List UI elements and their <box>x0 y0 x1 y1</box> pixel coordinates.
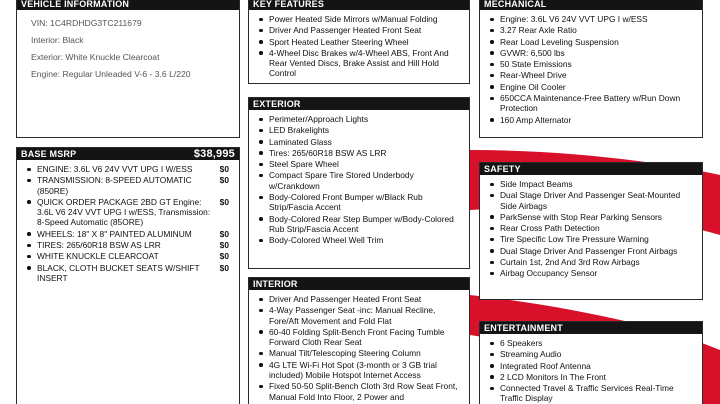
list-item: ParkSense with Stop Rear Parking Sensors <box>486 212 696 222</box>
exterior-text: Exterior: White Knuckle Clearcoat <box>31 52 160 62</box>
list-item: 50 State Emissions <box>486 59 696 69</box>
list-item: Rear Load Leveling Suspension <box>486 37 696 47</box>
list-item <box>23 240 233 250</box>
entertainment-list <box>480 334 702 404</box>
key-features-list <box>249 10 469 82</box>
list-item: Streaming Audio <box>486 349 696 359</box>
list-item <box>23 263 233 284</box>
list-item: 60-40 Folding Split-Bench Front Facing Tumble Forward Cloth Rear Seat <box>255 327 463 348</box>
list-item: 650CCA Maintenance-Free Battery w/Run Down Protection <box>486 93 696 114</box>
key-features-title: KEY FEATURES <box>253 0 325 9</box>
list-item: 6 Speakers <box>486 338 696 348</box>
safety-title: SAFETY <box>484 164 521 174</box>
list-item: 4-Wheel Disc Brakes w/4-Wheel ABS, Front And Rear Vented Discs, Brake Assist and Hill Hold Control <box>255 48 463 79</box>
list-item: Connected Travel & Traffic Services Real-Time Traffic Display <box>486 383 696 404</box>
vin-text: VIN: 1C4RDHDG3TC211679 <box>31 18 142 28</box>
base-msrp-title: BASE MSRP <box>21 149 77 159</box>
entertainment-panel <box>479 321 703 404</box>
list-item: LED Brakelights <box>255 125 463 135</box>
interior-title: INTERIOR <box>253 279 298 289</box>
msrp-item-text: WHITE KNUCKLE CLEARCOAT <box>37 251 159 262</box>
list-item: 160 Amp Alternator <box>486 115 696 125</box>
list-item <box>23 175 233 196</box>
list-item <box>23 164 233 174</box>
key-features-panel <box>248 0 470 84</box>
safety-header <box>480 163 702 175</box>
interior-list <box>249 290 469 404</box>
exterior-panel <box>248 97 470 269</box>
list-item <box>23 229 233 239</box>
list-item <box>23 197 233 228</box>
list-item: Sport Heated Leather Steering Wheel <box>255 37 463 47</box>
list-item: Rear-Wheel Drive <box>486 70 696 80</box>
mechanical-list <box>480 10 702 128</box>
msrp-item-text: ENGINE: 3.6L V6 24V VVT UPG I W/ESS <box>37 164 193 174</box>
msrp-item-text: TRANSMISSION: 8-SPEED AUTOMATIC (850RE) <box>37 175 192 196</box>
list-item: Integrated Roof Antenna <box>486 361 696 371</box>
list-item: Dual Stage Driver And Passenger Seat-Mounted Side Airbags <box>486 190 696 211</box>
list-item: 4G LTE Wi-Fi Hot Spot (3-month or 3 GB trial included) Mobile Hotspot Internet Access <box>255 360 463 381</box>
msrp-item-text: QUICK ORDER PACKAGE 2BD GT Engine: 3.6L V6 24V VVT UPG I w/ESS, Transmission: 8-Speed Automatic (85ORE) <box>37 196 211 228</box>
list-item: Compact Spare Tire Stored Underbody w/Crankdown <box>255 170 463 191</box>
msrp-list <box>17 160 239 286</box>
exterior-list <box>249 110 469 249</box>
engine-text: Engine: Regular Unleaded V-6 - 3.6 L/220 <box>31 69 191 79</box>
msrp-item-text: TIRES: 265/60R18 BSW AS LRR <box>37 240 161 251</box>
list-item: Side Impact Beams <box>486 179 696 189</box>
list-item: Body-Colored Wheel Well Trim <box>255 235 463 245</box>
list-item: Engine Oil Cooler <box>486 82 696 92</box>
safety-list <box>480 175 702 282</box>
vehicle-info-header <box>17 0 239 10</box>
list-item: 4-Way Passenger Seat -inc: Manual Recline, Fore/Aft Movement and Fold Flat <box>255 305 463 326</box>
msrp-item-text: BLACK, CLOTH BUCKET SEATS W/SHIFT INSERT <box>37 262 200 283</box>
list-item: Engine: 3.6L V6 24V VVT UPG I w/ESS <box>486 14 696 24</box>
safety-panel <box>479 162 703 300</box>
list-item: GVWR: 6,500 lbs <box>486 48 696 58</box>
list-item: Body-Colored Front Bumper w/Black Rub Strip/Fascia Accent <box>255 192 463 213</box>
list-item: Manual Tilt/Telescoping Steering Column <box>255 348 463 358</box>
interior-header <box>249 278 469 290</box>
list-item: Curtain 1st, 2nd And 3rd Row Airbags <box>486 257 696 267</box>
list-item: Body-Colored Rear Step Bumper w/Body-Colored Rub Strip/Fascia Accent <box>255 214 463 235</box>
list-item: Rear Cross Path Detection <box>486 223 696 233</box>
interior-text: Interior: Black <box>31 35 84 45</box>
entertainment-title: ENTERTAINMENT <box>484 323 563 333</box>
list-item: Steel Spare Wheel <box>255 159 463 169</box>
list-item: Airbag Occupancy Sensor <box>486 268 696 278</box>
base-msrp-panel <box>16 147 240 404</box>
msrp-item-text: WHEELS: 18" X 8" PAINTED ALUMINUM <box>37 228 192 239</box>
list-item: Fixed 50-50 Split-Bench Cloth 3rd Row Seat Front, Manual Fold Into Floor, 2 Power and <box>255 381 463 402</box>
msrp-item-amount: $0 <box>219 196 229 207</box>
list-item: Dual Stage Driver And Passenger Front Airbags <box>486 246 696 256</box>
list-item <box>23 251 233 261</box>
mechanical-header <box>480 0 702 10</box>
msrp-item-amount: $0 <box>219 228 229 239</box>
msrp-item-amount: $0 <box>219 240 229 251</box>
exterior-header <box>249 98 469 110</box>
list-item: Perimeter/Approach Lights <box>255 114 463 124</box>
exterior-title: EXTERIOR <box>253 99 301 109</box>
vehicle-info-title: VEHICLE INFORMATION <box>21 0 130 9</box>
list-item: Laminated Glass <box>255 137 463 147</box>
entertainment-header <box>480 322 702 334</box>
base-msrp-header <box>17 148 239 160</box>
msrp-item-amount: $0 <box>219 262 229 273</box>
vehicle-info-body <box>17 10 239 80</box>
msrp-item-amount: $0 <box>219 251 229 262</box>
base-msrp-price: $38,995 <box>193 148 235 160</box>
list-item: Driver And Passenger Heated Front Seat <box>255 294 463 304</box>
vehicle-info-panel <box>16 0 240 138</box>
list-item: 2 LCD Monitors In The Front <box>486 372 696 382</box>
msrp-item-amount: $0 <box>219 175 229 186</box>
list-item: Tires: 265/60R18 BSW AS LRR <box>255 148 463 158</box>
mechanical-title: MECHANICAL <box>484 0 547 9</box>
list-item: 3.27 Rear Axle Ratio <box>486 25 696 35</box>
list-item: Tire Specific Low Tire Pressure Warning <box>486 234 696 244</box>
list-item: Power Heated Side Mirrors w/Manual Folding <box>255 14 463 24</box>
list-item: Driver And Passenger Heated Front Seat <box>255 25 463 35</box>
msrp-item-amount: $0 <box>219 164 229 174</box>
mechanical-panel <box>479 0 703 138</box>
interior-panel <box>248 277 470 404</box>
key-features-header <box>249 0 469 10</box>
